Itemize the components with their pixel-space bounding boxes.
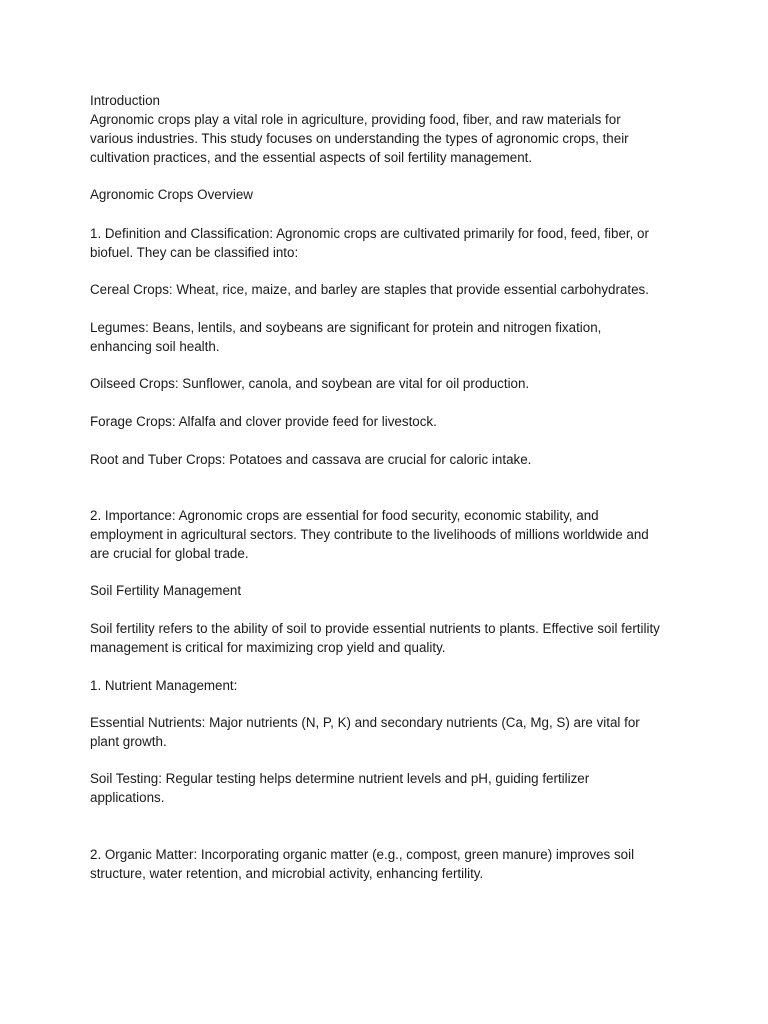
soil-testing-paragraph-line: Soil Testing: Regular testing helps determine nutrient levels and pH, guiding fertilizer xyxy=(90,771,590,786)
legumes-paragraph-line: Legumes: Beans, lentils, and soybeans are significant for protein and nitrogen fixation, xyxy=(90,320,602,335)
organic-matter-paragraph-line: 2. Organic Matter: Incorporating organic matter (e.g., compost, green manure) improves soil xyxy=(90,847,635,862)
soil-testing-paragraph-line: applications. xyxy=(90,790,165,805)
importance-paragraph-line: are crucial for global trade. xyxy=(90,546,249,561)
crops-overview-heading: Agronomic Crops Overview xyxy=(90,187,253,202)
essential-nutrients-paragraph-line: Essential Nutrients: Major nutrients (N, P, K) and secondary nutrients (Ca, Mg, S) are vital for xyxy=(90,715,640,730)
organic-matter-paragraph-line: structure, water retention, and microbial activity, enhancing fertility. xyxy=(90,866,484,881)
intro-paragraph-line: various industries. This study focuses on understanding the types of agronomic crops, their xyxy=(90,131,629,146)
intro-paragraph-line: Agronomic crops play a vital role in agriculture, providing food, fiber, and raw materials for xyxy=(90,112,621,127)
importance-paragraph-line: employment in agricultural sectors. They contribute to the livelihoods of millions worldwide and xyxy=(90,527,649,542)
definition-paragraph-line: biofuel. They can be classified into: xyxy=(90,245,299,260)
cereal-crops-paragraph: Cereal Crops: Wheat, rice, maize, and barley are staples that provide essential carbohydrates. xyxy=(90,282,649,297)
oilseed-crops-paragraph: Oilseed Crops: Sunflower, canola, and soybean are vital for oil production. xyxy=(90,376,530,391)
essential-nutrients-paragraph-line: plant growth. xyxy=(90,734,167,749)
importance-paragraph-line: 2. Importance: Agronomic crops are essential for food security, economic stability, and xyxy=(90,508,599,523)
forage-crops-paragraph: Forage Crops: Alfalfa and clover provide feed for livestock. xyxy=(90,414,437,429)
intro-paragraph-line: cultivation practices, and the essential aspects of soil fertility management. xyxy=(90,150,533,165)
soil-intro-paragraph-line: management is critical for maximizing crop yield and quality. xyxy=(90,640,446,655)
definition-paragraph-line: 1. Definition and Classification: Agronomic crops are cultivated primarily for food, feed, fiber, or xyxy=(90,226,649,241)
soil-intro-paragraph-line: Soil fertility refers to the ability of soil to provide essential nutrients to plants. Effective soil fertility xyxy=(90,621,660,636)
intro-heading: Introduction xyxy=(90,93,160,108)
root-tuber-crops-paragraph: Root and Tuber Crops: Potatoes and cassava are crucial for caloric intake. xyxy=(90,452,532,467)
soil-fertility-heading: Soil Fertility Management xyxy=(90,583,242,598)
legumes-paragraph-line: enhancing soil health. xyxy=(90,339,220,354)
nutrient-management-heading: 1. Nutrient Management: xyxy=(90,678,238,693)
